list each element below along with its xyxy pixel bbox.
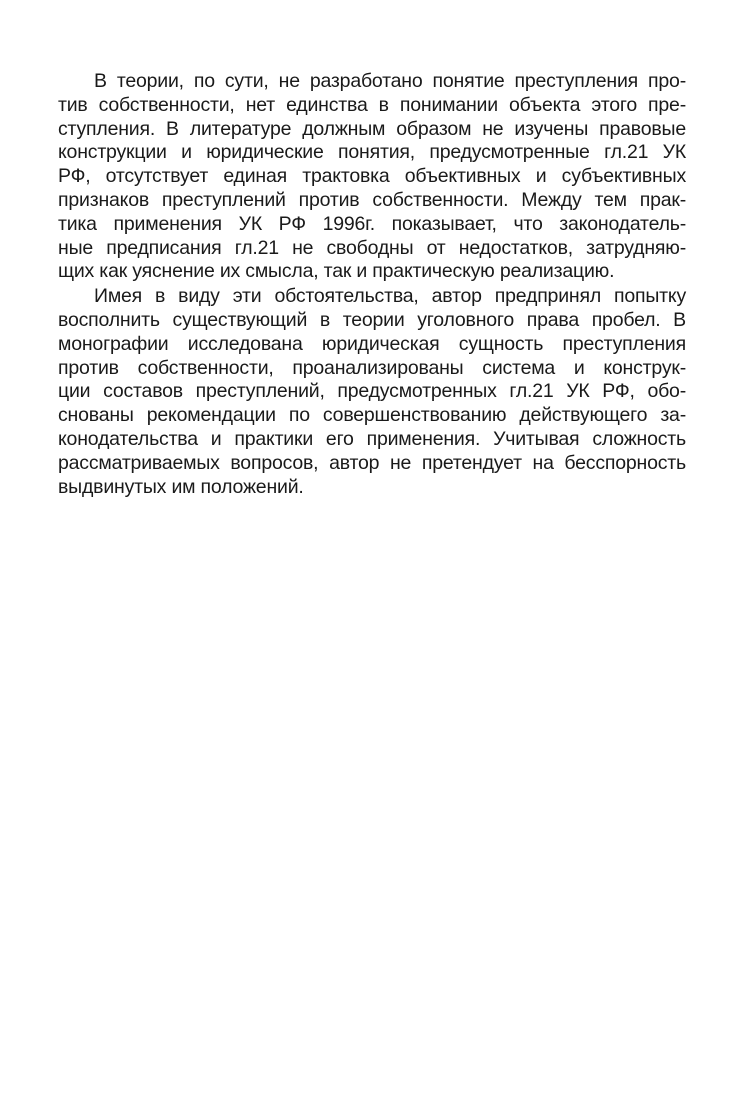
text-line: выдвинутых им положений. xyxy=(58,475,304,498)
text-line: монографии исследована юридическая сущность преступления xyxy=(58,332,686,355)
text-line: снованы рекомендации по совершенствованию действующего за- xyxy=(58,404,686,427)
text-line: ступления. В литературе должным образом не изучены правовые xyxy=(58,117,686,140)
text-line: против собственности, проанализированы система и конструк- xyxy=(58,356,686,379)
text-line: ции составов преступлений, предусмотренных гл.21 УК РФ, обо- xyxy=(58,380,686,403)
text-line: восполнить существующий в теории уголовного права пробел. В xyxy=(58,308,686,331)
text-line: конодательства и практики его применения. Учитывая сложность xyxy=(58,427,686,450)
text-line: щих как уяснение их смысла, так и практическую реализацию. xyxy=(58,260,615,283)
text-line: РФ, отсутствует единая трактовка объективных и субъективных xyxy=(58,165,686,188)
text-line: тив собственности, нет единства в понимании объекта этого пре- xyxy=(58,93,686,116)
text-line: Имея в виду эти обстоятельства, автор предпринял попытку xyxy=(94,285,686,308)
text-line: конструкции и юридические понятия, предусмотренные гл.21 УК xyxy=(58,141,686,164)
paragraph-2 xyxy=(58,285,686,499)
text-line: В теории, по сути, не разработано понятие преступления про- xyxy=(94,70,686,92)
text-line: ные предписания гл.21 не свободны от недостатков, затрудняю- xyxy=(58,236,686,259)
paragraph-1 xyxy=(58,70,686,284)
text-line: рассматриваемых вопросов, автор не претендует на бесспорность xyxy=(58,451,686,474)
body-text xyxy=(58,70,686,499)
text-line: тика применения УК РФ 1996г. показывает, что законодатель- xyxy=(58,212,686,235)
text-line: признаков преступлений против собственности. Между тем прак- xyxy=(58,188,686,211)
